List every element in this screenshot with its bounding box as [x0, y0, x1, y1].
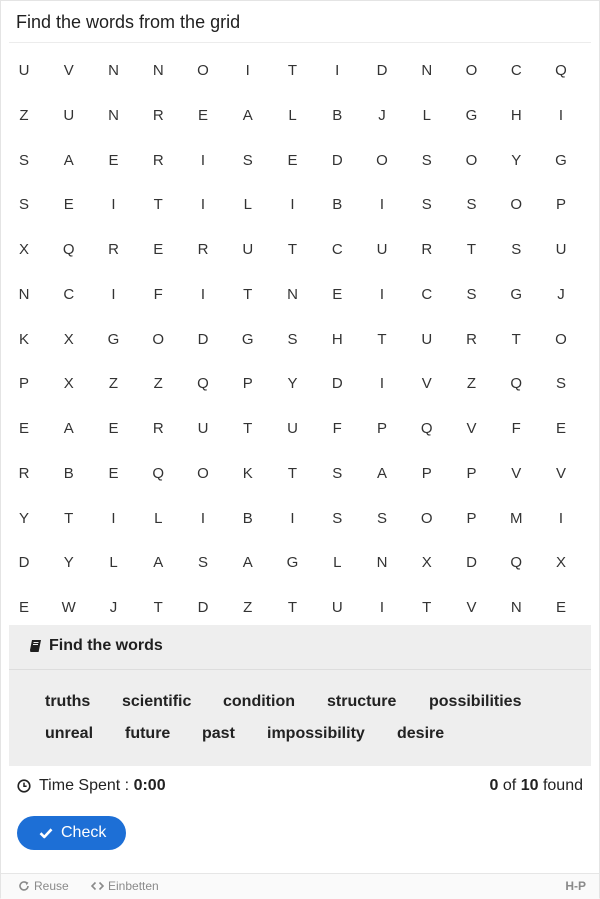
- grid-cell[interactable]: S: [332, 464, 343, 482]
- grid-cell[interactable]: Y: [511, 151, 522, 169]
- grid-cell[interactable]: S: [511, 241, 522, 258]
- grid-cell[interactable]: I: [558, 106, 564, 124]
- grid-cell[interactable]: E: [555, 420, 566, 437]
- grid-cell[interactable]: T: [466, 241, 477, 258]
- grid-cell[interactable]: P: [18, 375, 29, 393]
- grid-cell[interactable]: I: [379, 375, 385, 393]
- grid-cell[interactable]: D: [197, 599, 209, 616]
- grid-cell[interactable]: I: [200, 509, 206, 527]
- grid-cell[interactable]: E: [108, 420, 119, 437]
- grid-cell[interactable]: L: [288, 106, 297, 124]
- grid-cell[interactable]: S: [18, 196, 29, 214]
- grid-cell[interactable]: R: [18, 464, 30, 482]
- grid-cell[interactable]: T: [243, 420, 253, 437]
- grid-cell[interactable]: L: [422, 106, 431, 124]
- grid-cell[interactable]: T: [287, 62, 298, 79]
- grid-cell[interactable]: A: [63, 420, 74, 437]
- grid-cell[interactable]: F: [332, 420, 342, 437]
- grid-cell[interactable]: Q: [197, 375, 209, 393]
- grid-cell[interactable]: E: [108, 151, 119, 169]
- grid-cell[interactable]: U: [376, 241, 388, 258]
- grid-cell[interactable]: D: [331, 375, 343, 393]
- grid-cell[interactable]: E: [18, 420, 29, 437]
- grid-cell[interactable]: O: [420, 509, 433, 527]
- grid-cell[interactable]: N: [18, 285, 30, 303]
- word-item: future: [125, 725, 171, 742]
- grid-cell[interactable]: I: [245, 62, 250, 79]
- grid-cell[interactable]: U: [197, 420, 209, 437]
- grid-cell[interactable]: O: [465, 62, 478, 79]
- grid-cell[interactable]: S: [287, 330, 298, 348]
- grid-cell[interactable]: A: [153, 554, 164, 572]
- word-item: impossibility: [267, 725, 365, 742]
- grid-cell[interactable]: D: [197, 330, 209, 348]
- grid-cell[interactable]: X: [421, 554, 432, 572]
- grid-cell[interactable]: V: [63, 62, 74, 79]
- grid-cell[interactable]: Q: [510, 554, 523, 572]
- embed-label: Einbetten: [108, 879, 159, 893]
- grid-cell[interactable]: S: [376, 509, 387, 527]
- footer-bar: [1, 873, 599, 899]
- grid-cell[interactable]: J: [109, 599, 118, 616]
- grid-cell[interactable]: I: [111, 509, 116, 527]
- time-spent: [39, 777, 166, 795]
- grid-cell[interactable]: T: [377, 330, 387, 348]
- reuse-label: Reuse: [34, 879, 69, 893]
- grid-cell[interactable]: Y: [63, 554, 74, 572]
- page-title: Find the words from the grid: [16, 12, 241, 32]
- grid-cell[interactable]: O: [376, 151, 388, 169]
- grid-cell[interactable]: P: [242, 375, 253, 393]
- grid-cell[interactable]: D: [376, 62, 388, 79]
- grid-cell[interactable]: T: [287, 464, 298, 482]
- grid-cell[interactable]: G: [241, 330, 254, 348]
- grid-cell[interactable]: T: [153, 599, 163, 616]
- grid-cell[interactable]: V: [466, 599, 477, 616]
- grid-cell[interactable]: I: [111, 285, 116, 303]
- grid-cell[interactable]: E: [287, 151, 298, 169]
- grid-cell[interactable]: D: [331, 151, 343, 169]
- grid-cell[interactable]: D: [466, 554, 477, 572]
- grid-cell[interactable]: C: [421, 285, 433, 303]
- grid-cell[interactable]: O: [152, 330, 165, 348]
- grid-cell[interactable]: O: [197, 62, 209, 79]
- grid-cell[interactable]: Z: [153, 375, 163, 393]
- grid-cell[interactable]: X: [555, 554, 566, 572]
- grid-cell[interactable]: S: [466, 285, 477, 303]
- grid-cell[interactable]: K: [242, 464, 253, 482]
- grid-cell[interactable]: P: [421, 464, 432, 482]
- grid-cell[interactable]: G: [510, 285, 523, 303]
- grid-cell[interactable]: S: [332, 509, 343, 527]
- grid-cell[interactable]: U: [242, 241, 254, 258]
- grid-cell[interactable]: T: [243, 285, 253, 303]
- grid-cell[interactable]: V: [421, 375, 432, 393]
- grid-cell[interactable]: N: [152, 62, 164, 79]
- grid-cell[interactable]: V: [555, 464, 566, 482]
- found-of: of: [502, 777, 517, 794]
- grid-cell[interactable]: T: [64, 509, 74, 527]
- grid-cell[interactable]: L: [243, 196, 252, 214]
- grid-cell[interactable]: T: [287, 599, 298, 616]
- grid-cell[interactable]: S: [242, 151, 253, 169]
- title-divider: [9, 42, 591, 43]
- grid-cell[interactable]: L: [109, 554, 118, 572]
- grid-cell[interactable]: Q: [555, 62, 567, 79]
- time-spent-value: 0:00: [133, 777, 166, 794]
- grid-cell[interactable]: A: [376, 464, 387, 482]
- grid-cell[interactable]: E: [197, 106, 208, 124]
- grid-cell[interactable]: H: [510, 106, 522, 124]
- grid-cell[interactable]: U: [18, 62, 30, 79]
- grid-cell[interactable]: U: [421, 330, 433, 348]
- grid-cell[interactable]: P: [376, 420, 387, 437]
- grid-cell[interactable]: J: [378, 106, 386, 124]
- grid-cell[interactable]: Z: [19, 106, 29, 124]
- grid-cell[interactable]: E: [18, 599, 29, 616]
- grid-cell[interactable]: C: [63, 285, 75, 303]
- grid-cell[interactable]: R: [108, 241, 119, 258]
- grid-cell[interactable]: I: [335, 62, 340, 79]
- grid-cell[interactable]: N: [108, 62, 119, 79]
- grid-cell[interactable]: B: [332, 106, 343, 124]
- grid-cell[interactable]: V: [511, 464, 522, 482]
- grid-cell[interactable]: O: [510, 196, 523, 214]
- clock-icon: [17, 779, 31, 793]
- grid-cell[interactable]: R: [421, 241, 433, 258]
- grid-cell[interactable]: U: [555, 241, 567, 258]
- word-item: scientific: [122, 693, 192, 710]
- word-item: possibilities: [429, 693, 522, 710]
- grid-cell[interactable]: A: [242, 554, 253, 572]
- grid-cell[interactable]: R: [152, 420, 164, 437]
- grid-cell[interactable]: Y: [18, 509, 29, 527]
- grid-cell[interactable]: U: [331, 599, 343, 616]
- grid-cell[interactable]: I: [111, 196, 116, 214]
- found-count: 0: [489, 777, 499, 794]
- grid-cell[interactable]: X: [63, 375, 74, 393]
- grid-cell[interactable]: T: [287, 241, 298, 258]
- grid-cell[interactable]: S: [555, 375, 566, 393]
- grid-cell[interactable]: Z: [466, 375, 477, 393]
- grid-cell[interactable]: D: [18, 554, 30, 572]
- grid-cell[interactable]: T: [422, 599, 432, 616]
- grid-cell[interactable]: I: [379, 196, 385, 214]
- grid-cell[interactable]: S: [421, 196, 432, 214]
- grid-cell[interactable]: H: [331, 330, 343, 348]
- grid-cell[interactable]: Y: [287, 375, 298, 393]
- grid-cell[interactable]: A: [63, 151, 74, 169]
- grid-cell[interactable]: E: [153, 241, 164, 258]
- grid-cell[interactable]: A: [242, 106, 253, 124]
- words-panel: [9, 625, 591, 766]
- grid-cell[interactable]: E: [555, 599, 566, 616]
- reuse-link[interactable]: [18, 879, 69, 893]
- grid-cell[interactable]: O: [555, 330, 567, 348]
- grid-cell[interactable]: M: [510, 509, 523, 527]
- grid-cell[interactable]: S: [466, 196, 477, 214]
- grid-cell[interactable]: Q: [62, 241, 75, 258]
- grid-cell[interactable]: G: [107, 330, 120, 348]
- grid-cell[interactable]: G: [555, 151, 567, 169]
- grid-cell[interactable]: C: [331, 241, 343, 258]
- grid-cell[interactable]: P: [466, 464, 477, 482]
- grid-cell[interactable]: I: [290, 196, 295, 214]
- grid-cell[interactable]: T: [153, 196, 163, 214]
- grid-cell[interactable]: N: [421, 62, 433, 79]
- time-spent-label: Time Spent :: [39, 777, 130, 794]
- grid-cell[interactable]: R: [152, 151, 164, 169]
- grid-cell[interactable]: Q: [510, 375, 523, 393]
- grid-cell[interactable]: W: [61, 599, 76, 616]
- grid-cell[interactable]: R: [152, 106, 164, 124]
- grid-cell[interactable]: U: [63, 106, 75, 124]
- grid-cell[interactable]: I: [200, 151, 206, 169]
- book-icon: [29, 639, 43, 653]
- word-item: structure: [327, 693, 397, 710]
- grid-cell[interactable]: B: [332, 196, 343, 214]
- grid-cell[interactable]: I: [200, 285, 206, 303]
- found-suffix: found: [542, 777, 583, 794]
- grid-cell[interactable]: S: [197, 554, 208, 572]
- grid-cell[interactable]: Q: [152, 464, 165, 482]
- words-panel-header: [9, 625, 591, 670]
- grid-cell[interactable]: P: [466, 509, 477, 527]
- code-icon: [91, 880, 104, 892]
- word-item: past: [202, 725, 235, 742]
- grid-cell[interactable]: V: [466, 420, 477, 437]
- grid-cell[interactable]: L: [154, 509, 163, 527]
- grid-cell[interactable]: R: [466, 330, 477, 348]
- grid-cell[interactable]: I: [558, 509, 564, 527]
- grid-cell[interactable]: O: [465, 151, 478, 169]
- grid-cell[interactable]: C: [510, 62, 522, 79]
- reuse-icon: [18, 880, 30, 892]
- grid-cell[interactable]: X: [18, 241, 29, 258]
- grid-cell[interactable]: E: [332, 285, 343, 303]
- checkmark-icon: [39, 826, 53, 840]
- grid-cell[interactable]: N: [510, 599, 522, 616]
- word-item: unreal: [45, 725, 94, 742]
- words-panel-title: Find the words: [49, 637, 163, 654]
- grid-cell[interactable]: I: [379, 599, 385, 616]
- word-item: condition: [223, 693, 295, 710]
- grid-cell[interactable]: J: [557, 285, 565, 303]
- word-item: desire: [397, 725, 445, 742]
- grid-cell[interactable]: I: [200, 196, 206, 214]
- grid-cell[interactable]: K: [18, 330, 29, 348]
- grid-cell[interactable]: X: [63, 330, 74, 348]
- grid-cell[interactable]: G: [286, 554, 299, 572]
- grid-cell[interactable]: B: [63, 464, 74, 482]
- grid-cell[interactable]: G: [465, 106, 478, 124]
- grid-cell[interactable]: N: [376, 554, 388, 572]
- grid-cell[interactable]: Z: [243, 599, 253, 616]
- grid-cell[interactable]: Q: [420, 420, 433, 437]
- grid-cell[interactable]: S: [18, 151, 29, 169]
- grid-cell[interactable]: U: [287, 420, 298, 437]
- grid-cell[interactable]: F: [153, 285, 163, 303]
- grid-cell[interactable]: B: [242, 509, 253, 527]
- grid-cell[interactable]: P: [555, 196, 566, 214]
- grid-cell[interactable]: N: [287, 285, 298, 303]
- grid-cell[interactable]: E: [63, 196, 74, 214]
- grid-cell[interactable]: N: [108, 106, 119, 124]
- grid-cell[interactable]: I: [290, 509, 295, 527]
- embed-link[interactable]: [91, 879, 159, 893]
- grid-cell[interactable]: O: [197, 464, 209, 482]
- word-item: truths: [45, 693, 91, 710]
- grid-cell[interactable]: Z: [108, 375, 119, 393]
- grid-cell[interactable]: E: [108, 464, 119, 482]
- found-counter: [490, 777, 583, 795]
- found-total: 10: [520, 777, 539, 794]
- grid-cell[interactable]: T: [511, 330, 521, 348]
- grid-cell[interactable]: L: [333, 554, 342, 572]
- grid-cell[interactable]: R: [197, 241, 209, 258]
- check-button-label: Check: [61, 824, 107, 841]
- check-button[interactable]: [17, 816, 126, 850]
- grid-cell[interactable]: I: [379, 285, 385, 303]
- grid-cell[interactable]: F: [511, 420, 521, 437]
- h5p-logo[interactable]: H-P: [565, 879, 586, 893]
- grid-cell[interactable]: S: [421, 151, 432, 169]
